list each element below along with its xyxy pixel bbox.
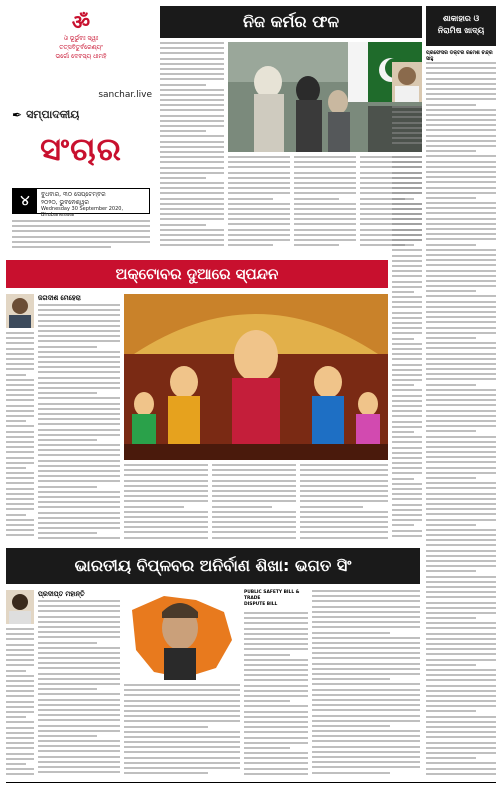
top-headline: ନିଜ କର୍ମର ଫଳ [242, 12, 340, 31]
top-col-3 [228, 156, 290, 254]
masthead [6, 6, 156, 254]
bottom-headline-band [6, 548, 420, 584]
mantra-line: ଓଁ ଭୂର୍ଭୁବଃ ସ୍ୱଃ [63, 35, 99, 42]
side-author: ପ୍ରଫେସର ଡକ୍ଟର ରମେଶ ଚନ୍ଦ୍ର ସାହୁ [426, 50, 493, 62]
pen-icon: ✒ [12, 108, 23, 122]
durga-idol-art [124, 294, 388, 460]
durga-idol-photo [124, 294, 388, 460]
mantra-line: ତତ୍ସବିତୁର୍ବରେଣ୍ୟଂ [59, 44, 103, 51]
mantra-line: ଭର୍ଗୋ ଦେବସ୍ୟ ଧୀମହି [55, 53, 107, 60]
bottom-col-1b [6, 628, 34, 780]
placard-line: PUBLIC SAFETY BILL & TRADE [244, 590, 300, 601]
paper-title: ସଂଚାର [40, 130, 122, 168]
page-bottom-rule [6, 782, 496, 783]
side-headline-line-2: ନିରାମିଷ ଖାଦ୍ୟ [437, 26, 485, 35]
side-text-col [426, 62, 496, 780]
bhagat-singh-photo [124, 590, 240, 680]
mantra-block [12, 34, 150, 61]
middle-author: ଜଗଦୀଶ ମେହେରା [38, 294, 81, 302]
bottom-col-1 [38, 600, 120, 780]
top-headline-band [160, 6, 422, 38]
middle-col-1b [6, 332, 34, 544]
side-author-photo [392, 62, 422, 102]
editorial-intro-text [12, 220, 150, 252]
om-logo: ॐ [71, 10, 91, 34]
bottom-col-2 [124, 684, 240, 780]
editorial-label [12, 106, 150, 124]
side-headline-line-1: ଶାକାହାର ଓ [442, 14, 480, 23]
date-english: Wednesday 30 September 2020, Bhubaneswar [41, 206, 124, 218]
date-strip [12, 188, 150, 218]
bhagat-singh-art [124, 590, 240, 680]
bottom-author: ପ୍ରଦୀପ୍ତ ମହାନ୍ତି [38, 590, 85, 598]
bottom-col-4 [312, 590, 420, 780]
middle-col-4 [300, 464, 388, 544]
bottom-col-3 [244, 612, 308, 780]
side-headline-band [426, 6, 496, 46]
bottom-placard [244, 590, 308, 610]
middle-col-3 [212, 464, 296, 544]
top-col-1 [160, 42, 224, 254]
side-text-col-2 [392, 106, 422, 152]
top-col-4 [294, 156, 356, 254]
page-number: ୪ [13, 189, 37, 213]
column-name: ସମ୍ପାଦକୀୟ [26, 108, 80, 121]
middle-author-photo [6, 294, 34, 328]
year-odia: ୨୦୨୦, ଭୁବନେଶ୍ୱର [41, 198, 89, 206]
date-odia: ବୁଧବାର, ୩୦ ସେପ୍ଟେମ୍ବର [41, 191, 106, 198]
site-url[interactable]: sanchar.live [98, 90, 152, 100]
middle-col-right [392, 156, 422, 544]
bottom-headline: ଭାରତୀୟ ବିପ୍ଳବର ଅନିର୍ବାଣ ଶିଖା: ଭଗତ ସିଂ [74, 556, 352, 575]
middle-headline: ଅକ୍ଟୋବର ଦୁଆରେ ସ୍ପନ୍ଦନ [115, 265, 279, 283]
middle-col-2 [124, 464, 208, 544]
middle-headline-band [6, 260, 388, 288]
placard-line: DISPUTE BILL [244, 602, 278, 607]
bottom-author-photo [6, 590, 34, 624]
middle-col-1 [38, 304, 120, 544]
